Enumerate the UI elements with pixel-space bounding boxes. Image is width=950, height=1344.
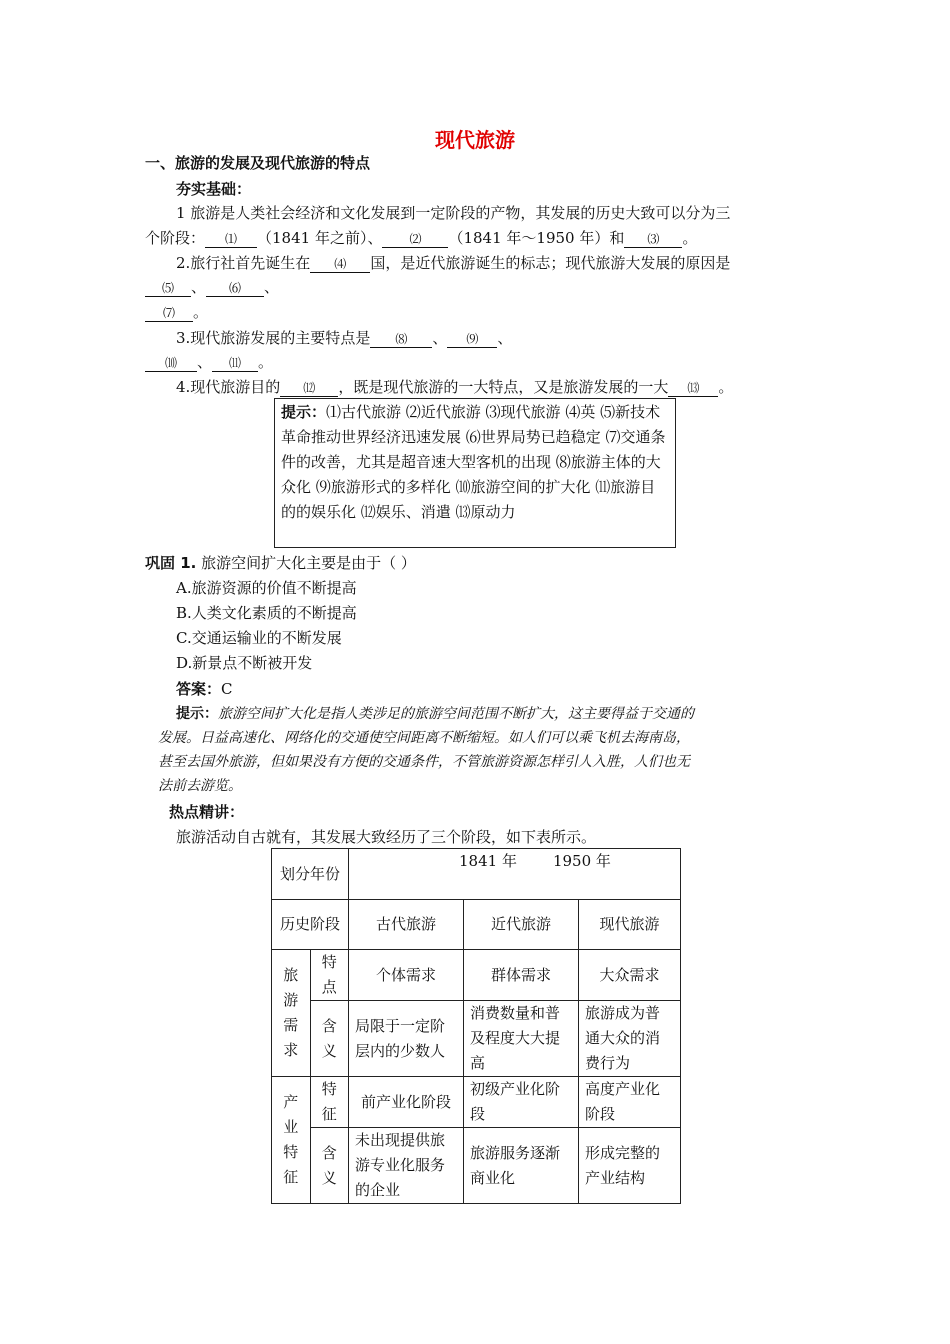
stage-ancient: 古代旅游 bbox=[349, 900, 464, 950]
row-label-feature-1: 特点 bbox=[310, 950, 349, 1001]
row-label-meaning-1: 含义 bbox=[310, 1001, 349, 1077]
q2-line1 bbox=[176, 252, 730, 273]
q2-prefix: 2.旅行社首先诞生在 bbox=[176, 254, 311, 272]
consolidate-question bbox=[145, 552, 416, 573]
tip-line-3: 甚至去国外旅游，但如果没有方便的交通条件，不管旅游资源怎样引人入胜，人们也无 bbox=[158, 754, 690, 770]
q1-text1: （1841 年之前）、 bbox=[257, 229, 383, 247]
q2-sep2: 、 bbox=[264, 278, 280, 296]
blank-10: ⑽ bbox=[145, 355, 197, 372]
option-c: C.交通运输业的不断发展 bbox=[176, 629, 342, 647]
tip-line-1 bbox=[176, 703, 694, 723]
demand-meaning-modern: 消费数量和普及程度大大提高 bbox=[464, 1001, 579, 1077]
hint-text: ⑴古代旅游 ⑵近代旅游 ⑶现代旅游 ⑷英 ⑸新技术革命推动世界经济迅速发展 ⑹世界局势已趋稳定 ⑺交通条件的改善，尤其是超音速大型客机的出现 ⑻旅游主体的大众化 ⑼旅游形式的多样化 ⑽旅游空间的扩大化 ⑾旅游目的的娱乐化 ⑿娱乐、消遣 ⒀原动力 bbox=[281, 403, 666, 521]
blank-12: ⑿ bbox=[280, 380, 338, 397]
blank-5: ⑸ bbox=[145, 280, 191, 297]
group-industry: 产业特征 bbox=[272, 1077, 311, 1204]
stages-table bbox=[271, 848, 681, 1204]
answer-line bbox=[176, 678, 233, 699]
q1-text2: （1841 年～1950 年）和 bbox=[448, 229, 625, 247]
header-year-label: 划分年份 bbox=[272, 849, 349, 900]
q4-mid: ，既是现代旅游的一大特点，又是旅游发展的一大 bbox=[338, 378, 669, 396]
row-label-meaning-2: 含义 bbox=[310, 1128, 349, 1204]
tip-line-4: 法前去游览。 bbox=[158, 778, 242, 794]
tip-label: 提示： bbox=[176, 706, 218, 722]
q4-end: 。 bbox=[718, 378, 734, 396]
q3-sep2: 、 bbox=[497, 329, 513, 347]
stage-modern-early: 近代旅游 bbox=[464, 900, 579, 950]
hint-label: 提示： bbox=[281, 403, 327, 421]
tip-line-2: 发展。日益高速化、网络化的交通使空间距离不断缩短。如人们可以乘飞机去海南岛， bbox=[158, 730, 690, 746]
answer-label: 答案： bbox=[176, 680, 222, 698]
demand-feature-ancient: 个体需求 bbox=[349, 950, 464, 1001]
blank-1: ⑴ bbox=[205, 231, 257, 248]
q1-prefix: 个阶段： bbox=[145, 229, 206, 247]
industry-meaning-contemporary: 形成完整的产业结构 bbox=[579, 1128, 681, 1204]
blank-13: ⒀ bbox=[668, 380, 718, 397]
hot-topics-intro: 旅游活动自古就有，其发展大致经历了三个阶段，如下表所示。 bbox=[176, 828, 597, 846]
industry-meaning-ancient: 未出现提供旅游专业化服务的企业 bbox=[349, 1128, 464, 1204]
q4-line bbox=[176, 376, 733, 397]
header-years bbox=[349, 849, 681, 900]
demand-meaning-ancient: 局限于一定阶层内的少数人 bbox=[349, 1001, 464, 1077]
blank-9: ⑼ bbox=[447, 331, 497, 348]
q2-sep1: 、 bbox=[191, 278, 207, 296]
section-heading: 一、旅游的发展及现代旅游的特点 bbox=[145, 154, 371, 172]
demand-feature-contemporary: 大众需求 bbox=[579, 950, 681, 1001]
hot-topics-heading: 热点精讲： bbox=[169, 803, 245, 821]
option-b: B.人类文化素质的不断提高 bbox=[176, 604, 357, 622]
industry-feature-modern: 初级产业化阶段 bbox=[464, 1077, 579, 1128]
blank-2: ⑵ bbox=[382, 231, 448, 248]
q2-mid: 国，是近代旅游诞生的标志；现代旅游大发展的原因是 bbox=[370, 254, 731, 272]
industry-meaning-modern: 旅游服务逐渐商业化 bbox=[464, 1128, 579, 1204]
group-demand: 旅游需求 bbox=[272, 950, 311, 1077]
hint-box bbox=[274, 398, 676, 548]
option-d: D.新景点不断被开发 bbox=[176, 654, 313, 672]
row-label-feature-2: 特征 bbox=[310, 1077, 349, 1128]
q3-sep1: 、 bbox=[432, 329, 448, 347]
blank-7: ⑺ bbox=[145, 305, 193, 322]
q1-end: 。 bbox=[682, 229, 698, 247]
page-title: 现代旅游 bbox=[435, 128, 515, 152]
sub-heading-basics: 夯实基础： bbox=[176, 180, 252, 198]
blank-6: ⑹ bbox=[206, 280, 264, 297]
blank-8: ⑻ bbox=[370, 331, 432, 348]
q2-line2 bbox=[145, 276, 279, 297]
blank-3: ⑶ bbox=[624, 231, 682, 248]
q2-end: 。 bbox=[193, 303, 209, 321]
consolidate-label: 巩固 1. bbox=[145, 554, 197, 572]
answer-value: C bbox=[221, 680, 233, 698]
industry-feature-ancient: 前产业化阶段 bbox=[349, 1077, 464, 1128]
industry-feature-contemporary: 高度产业化阶段 bbox=[579, 1077, 681, 1128]
q3-end: 。 bbox=[258, 353, 274, 371]
q1-line1: 1 旅游是人类社会经济和文化发展到一定阶段的产物，其发展的历史大致可以分为三 bbox=[176, 204, 731, 222]
demand-meaning-contemporary: 旅游成为普通大众的消费行为 bbox=[579, 1001, 681, 1077]
q3-prefix: 3.现代旅游发展的主要特点是 bbox=[176, 329, 371, 347]
blank-4: ⑷ bbox=[310, 256, 370, 273]
q3-line2 bbox=[145, 351, 273, 372]
tip-text-1: 旅游空间扩大化是指人类涉足的旅游空间范围不断扩大，这主要得益于交通的 bbox=[218, 706, 694, 722]
option-a: A.旅游资源的价值不断提高 bbox=[176, 579, 357, 597]
consolidate-text: 旅游空间扩大化主要是由于（ ） bbox=[196, 554, 416, 572]
q1-line2 bbox=[145, 227, 697, 248]
q2-line3 bbox=[145, 301, 208, 322]
year-1841: 1841 年 bbox=[459, 852, 517, 870]
q3-line1 bbox=[176, 327, 512, 348]
q3-sep3: 、 bbox=[197, 353, 213, 371]
header-stage-label: 历史阶段 bbox=[272, 900, 349, 950]
demand-feature-modern: 群体需求 bbox=[464, 950, 579, 1001]
year-1950: 1950 年 bbox=[552, 852, 611, 870]
blank-11: ⑾ bbox=[212, 355, 258, 372]
q4-prefix: 4.现代旅游目的 bbox=[176, 378, 281, 396]
stage-contemporary: 现代旅游 bbox=[579, 900, 681, 950]
